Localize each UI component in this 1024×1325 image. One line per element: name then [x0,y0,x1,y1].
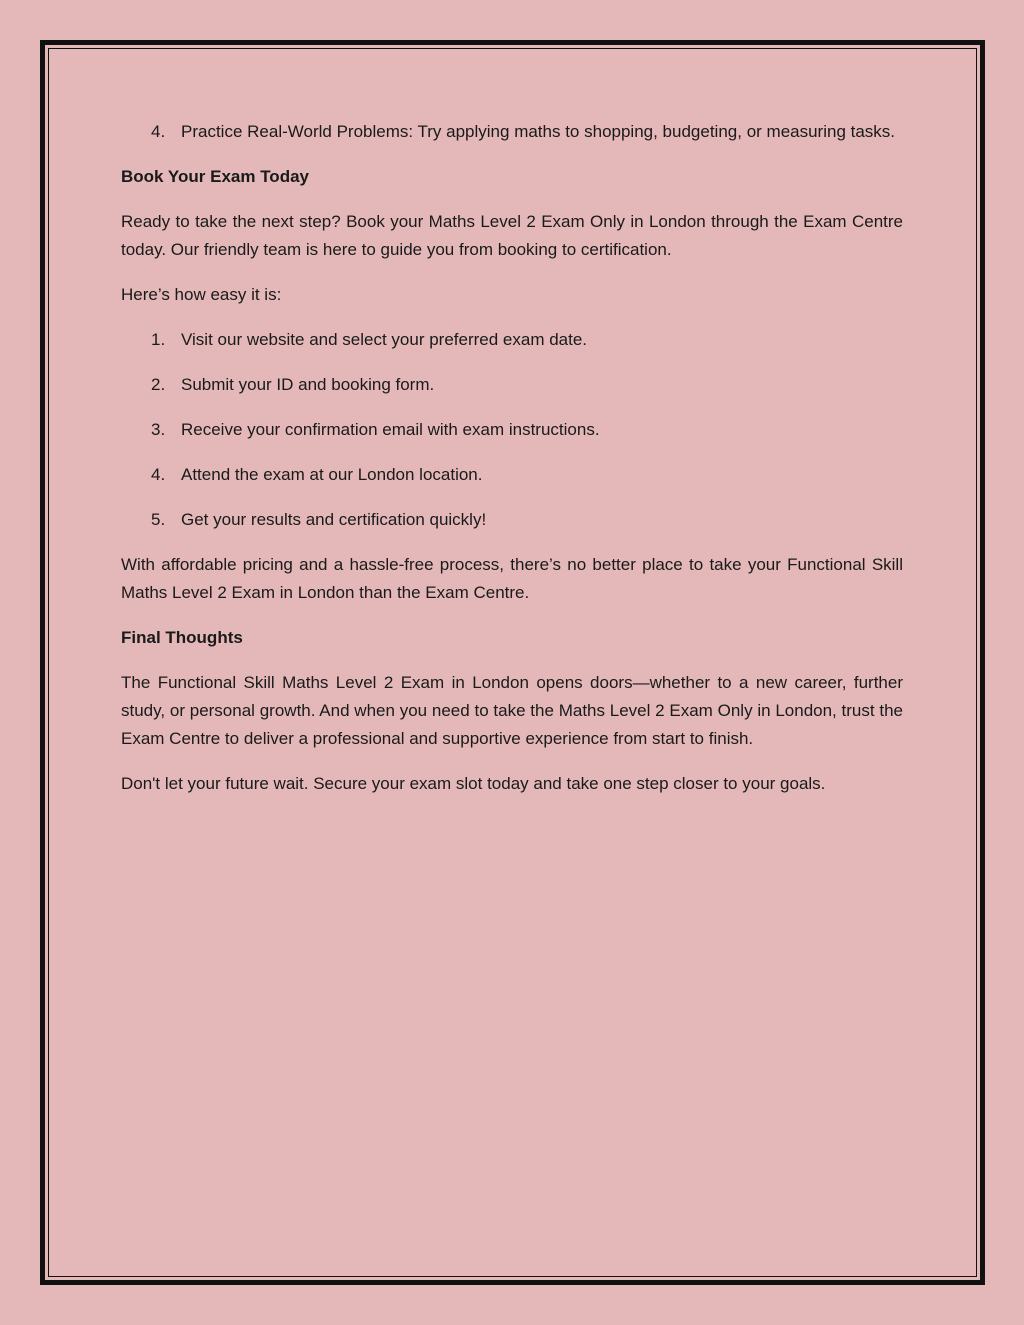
list-item-text: Practice Real-World Problems: Try applying maths to shopping, budgeting, or measuring tasks. [181,122,896,141]
list-item-text: Receive your confirmation email with exam instructions. [181,420,600,439]
list-item [121,326,903,354]
list-item-number: 2. [151,375,166,394]
list-item-number: 3. [151,420,166,439]
list-item-text: Get your results and certification quickly! [181,510,487,529]
list-item-text: Submit your ID and booking form. [181,375,435,394]
list-item-text: Attend the exam at our London location. [181,465,483,484]
list-item-text: Visit our website and select your preferred exam date. [181,330,588,349]
list-item-number: 5. [151,510,166,529]
steps-lead-text: Here’s how easy it is: [121,285,282,304]
list-item [121,371,903,399]
list-item [121,461,903,489]
list-item [121,416,903,444]
section-heading-final: Final Thoughts [121,628,243,647]
list-item-number: 1. [151,330,166,349]
list-item [121,118,903,146]
book-closing-paragraph: With affordable pricing and a hassle-free process, there’s no better place to take your Functional Skill Maths Level 2 Exam in London than the Exam Centre. [121,555,903,602]
list-item-number: 4. [151,465,166,484]
book-intro-paragraph: Ready to take the next step? Book your Maths Level 2 Exam Only in London through the Exam Centre today. Our friendly team is here to guide you from booking to certification. [121,212,903,259]
tips-list-continued [121,118,903,146]
section-heading-book: Book Your Exam Today [121,167,309,186]
booking-steps-list [121,326,903,534]
list-item [121,506,903,534]
final-thoughts-paragraph: The Functional Skill Maths Level 2 Exam in London opens doors—whether to a new career, further study, or personal growth. And when you need to take the Maths Level 2 Exam Only in London, trust the Exam Centre to deliver a professional and supportive experience from start to finish. [121,673,903,748]
call-to-action-text: Don't let your future wait. Secure your exam slot today and take one step closer to your goals. [121,774,826,793]
document-body [121,118,903,815]
list-item-number: 4. [151,122,166,141]
